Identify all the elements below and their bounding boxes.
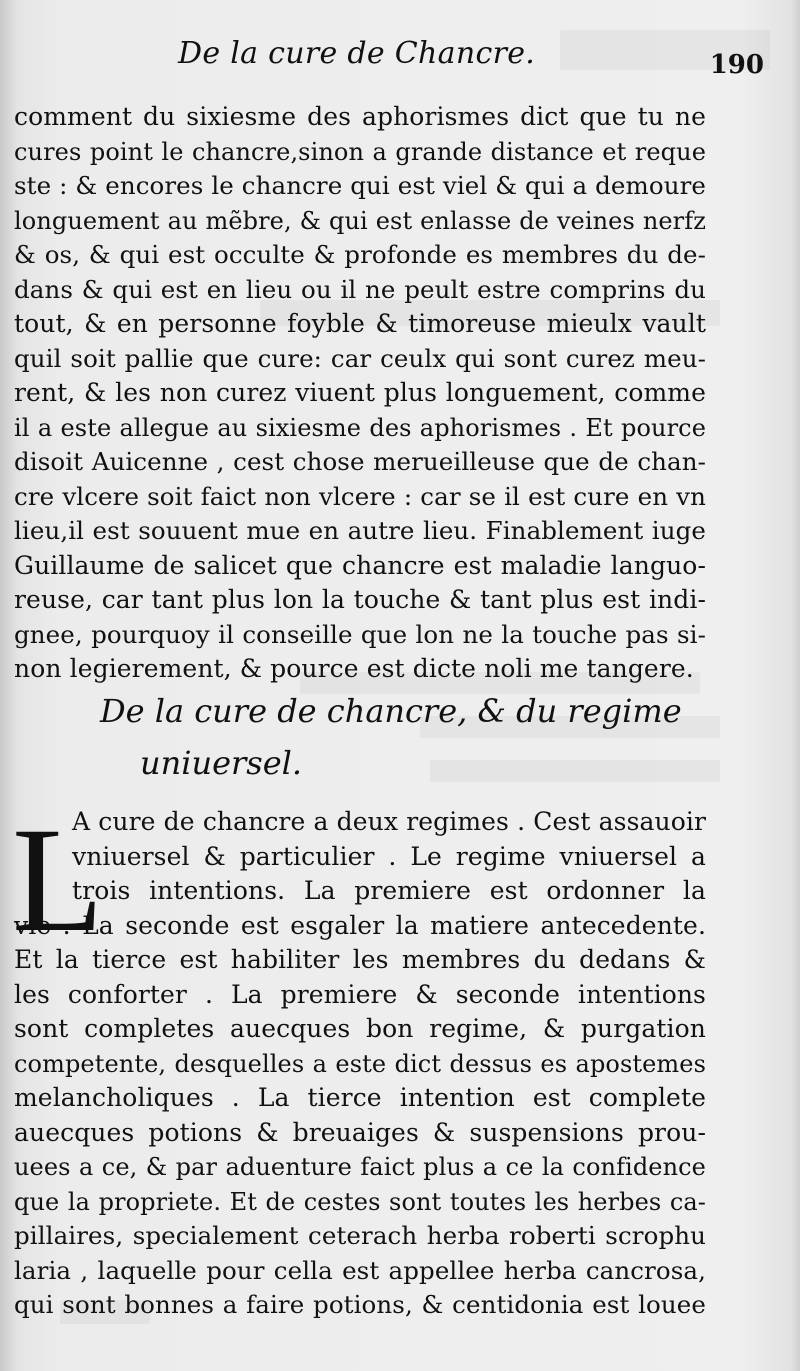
text-line: A cure de chancre a deux regimes . Cest assauoir — [72, 807, 706, 836]
text-line: non legierement, & pource est dicte noli me tangere. — [14, 654, 694, 683]
text-line: les conforter . La premiere & seconde intentions — [14, 979, 706, 1009]
text-line: longuement au mẽbre, & qui est enlasse de veines nerfz — [14, 206, 706, 235]
section-heading — [100, 685, 700, 789]
text-line: il a este allegue au sixiesme des aphorismes . Et pource — [14, 413, 706, 442]
text-line: trois intentions. La premiere est ordonner la — [72, 876, 706, 905]
paragraph-continuation — [14, 100, 706, 687]
text-line: ste : & encores le chancre qui est viel & qui a demoure — [14, 171, 706, 200]
text-line: qui sont bonnes a faire potions, & centidonia est louee — [14, 1290, 706, 1319]
text-line: reuse, car tant plus lon la touche & tant plus est indi- — [14, 585, 706, 614]
text-line: sont completes auecques bon regime, & purgation — [14, 1014, 706, 1043]
text-line: cures point le chancre,sinon a grande distance et reque — [14, 137, 706, 166]
text-line: laria , laquelle pour cella est appellee herba cancrosa, — [14, 1255, 706, 1285]
running-head: De la cure de Chancre. — [178, 36, 536, 71]
section-heading-line: De la cure de chancre, & du regime — [100, 692, 682, 730]
text-line: cre vlcere soit faict non vlcere : car se il est cure en vn — [14, 481, 706, 511]
text-line: dans & qui est en lieu ou il ne peult estre comprins du — [14, 274, 706, 304]
text-line: comment du sixiesme des aphorismes dict que tu ne — [14, 102, 706, 131]
text-line: auecques potions & breuaiges & suspensions prou- — [14, 1117, 706, 1147]
text-line: vie . La seconde est esgaler la matiere antecedente. — [14, 910, 706, 940]
drop-cap: L — [12, 797, 104, 963]
section-heading-line: uniuersel. — [140, 744, 303, 782]
text-line: rent, & les non curez viuent plus longuement, comme — [14, 378, 706, 407]
text-line: melancholiques . La tierce intention est complete — [14, 1083, 706, 1112]
text-line: quil soit pallie que cure: car ceulx qui sont curez meu- — [14, 343, 706, 373]
page-number: 190 — [709, 50, 764, 80]
text-line: & os, & qui est occulte & profonde es membres du de- — [14, 240, 706, 269]
text-line: competente, desquelles a este dict dessus es apostemes — [14, 1049, 706, 1078]
text-line: gnee, pourquoy il conseille que lon ne la touche pas si- — [14, 619, 706, 649]
text-line: Et la tierce est habiliter les membres du dedans & — [14, 945, 706, 974]
text-line: tout, & en personne foyble & timoreuse mieulx vault — [14, 309, 706, 338]
text-line: que la propriete. Et de cestes sont toutes les herbes ca- — [14, 1187, 706, 1216]
text-line: Guillaume de salicet que chancre est maladie languo- — [14, 550, 706, 580]
text-line: lieu,il est souuent mue en autre lieu. Finablement iuge — [14, 516, 706, 545]
text-line: vniuersel & particulier . Le regime vniuersel a — [72, 841, 706, 871]
text-line: pillaires, specialement ceterach herba roberti scrophu — [14, 1221, 706, 1250]
paragraph-main — [12, 797, 706, 1323]
text-line: disoit Auicenne , cest chose merueilleuse que de chan- — [14, 447, 706, 476]
text-line: uees a ce, & par aduenture faict plus a ce la confidence — [14, 1153, 706, 1181]
